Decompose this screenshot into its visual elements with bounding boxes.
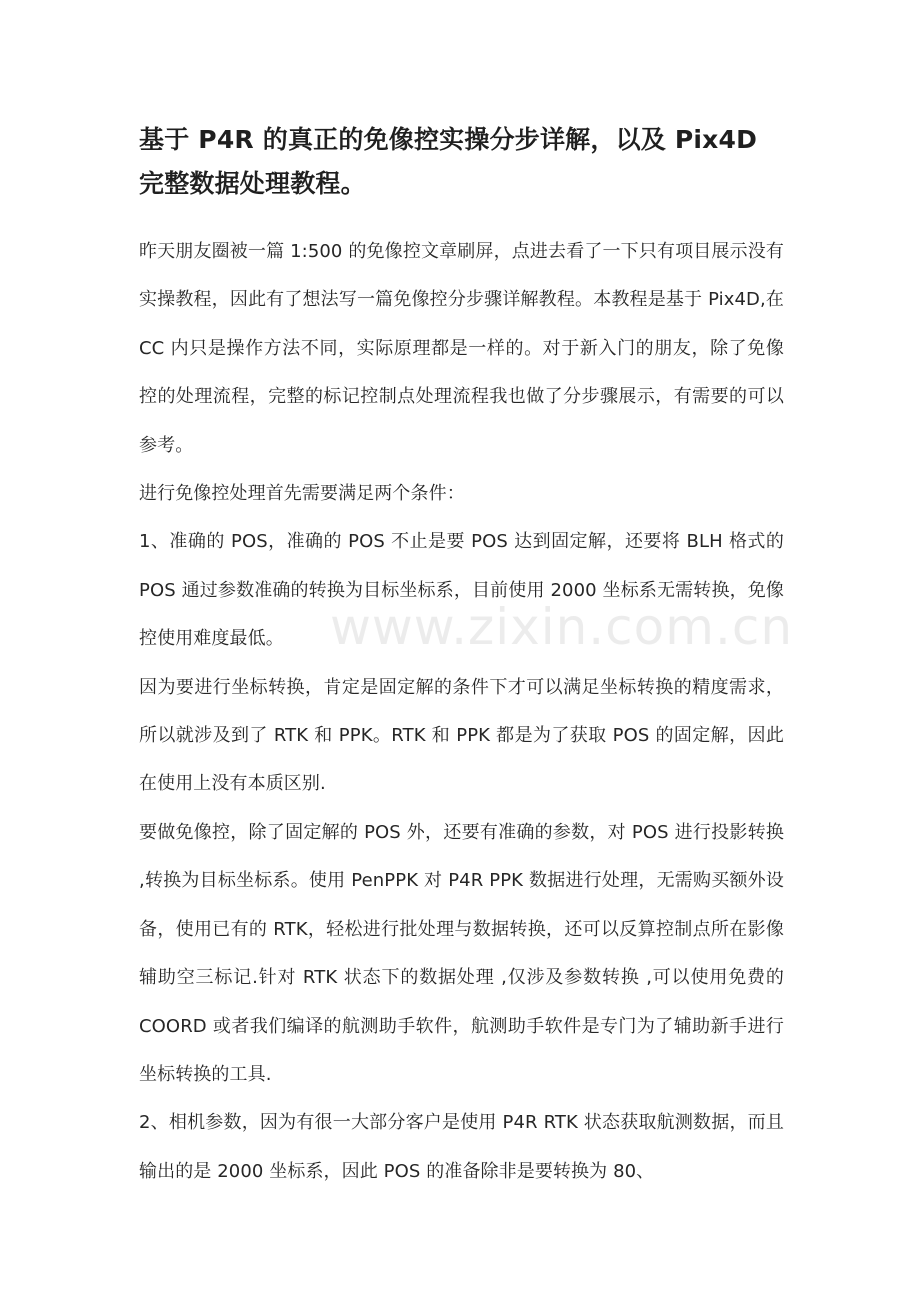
document-body (139, 118, 784, 1196)
watermark: www.zixin.com.cn (330, 598, 794, 656)
paragraph-coordinate-conversion: 因为要进行坐标转换，肯定是固定解的条件下才可以满足坐标转换的精度需求，所以就涉及到了 RTK 和 PPK。RTK 和 PPK 都是为了获取 POS 的固定解，因此在使用上没有本质区别. (139, 676, 784, 795)
paragraph-conditions-intro: 进行免像控处理首先需要满足两个条件： (139, 483, 465, 505)
paragraph-condition-1: 1、准确的 POS，准确的 POS 不止是要 POS 达到固定解，还要将 BLH 格式的 POS 通过参数准确的转换为目标坐标系，目前使用 2000 坐标系无需转换，免像控使用难度最低。 (139, 531, 784, 650)
paragraph-ppk-processing: 要做免像控，除了固定解的 POS 外，还要有准确的参数，对 POS 进行投影转换 ,转换为目标坐标系。使用 PenPPK 对 P4R PPK 数据进行处理，无需购买额外设备，使用已有的 RTK，轻松进行批处理与数据转换，还可以反算控制点所在影像辅助空三标记.针对 RTK 状态下的数据处理 ,仅涉及参数转换 ,可以使用免费的 COORD 或者我们编译的航测助手软件，航测助手软件是专门为了辅助新手进行坐标转换的工具. (139, 821, 784, 1085)
paragraph-condition-2: 2、相机参数，因为有很一大部分客户是使用 P4R RTK 状态获取航测数据，而且输出的是 2000 坐标系，因此 POS 的准备除非是要转换为 80、 (139, 1112, 784, 1182)
document-title: 基于 P4R 的真正的免像控实操分步详解，以及 Pix4D 完整数据处理教程。 (139, 125, 758, 198)
paragraph-intro: 昨天朋友圈被一篇 1:500 的免像控文章刷屏，点进去看了一下只有项目展示没有实操教程，因此有了想法写一篇免像控分步骤详解教程。本教程是基于 Pix4D,在 CC 内只是操作方法不同，实际原理都是一样的。对于新入门的朋友，除了免像控的处理流程，完整的标记控制点处理流程我也做了分步骤展示，有需要的可以参考。 (139, 241, 784, 456)
